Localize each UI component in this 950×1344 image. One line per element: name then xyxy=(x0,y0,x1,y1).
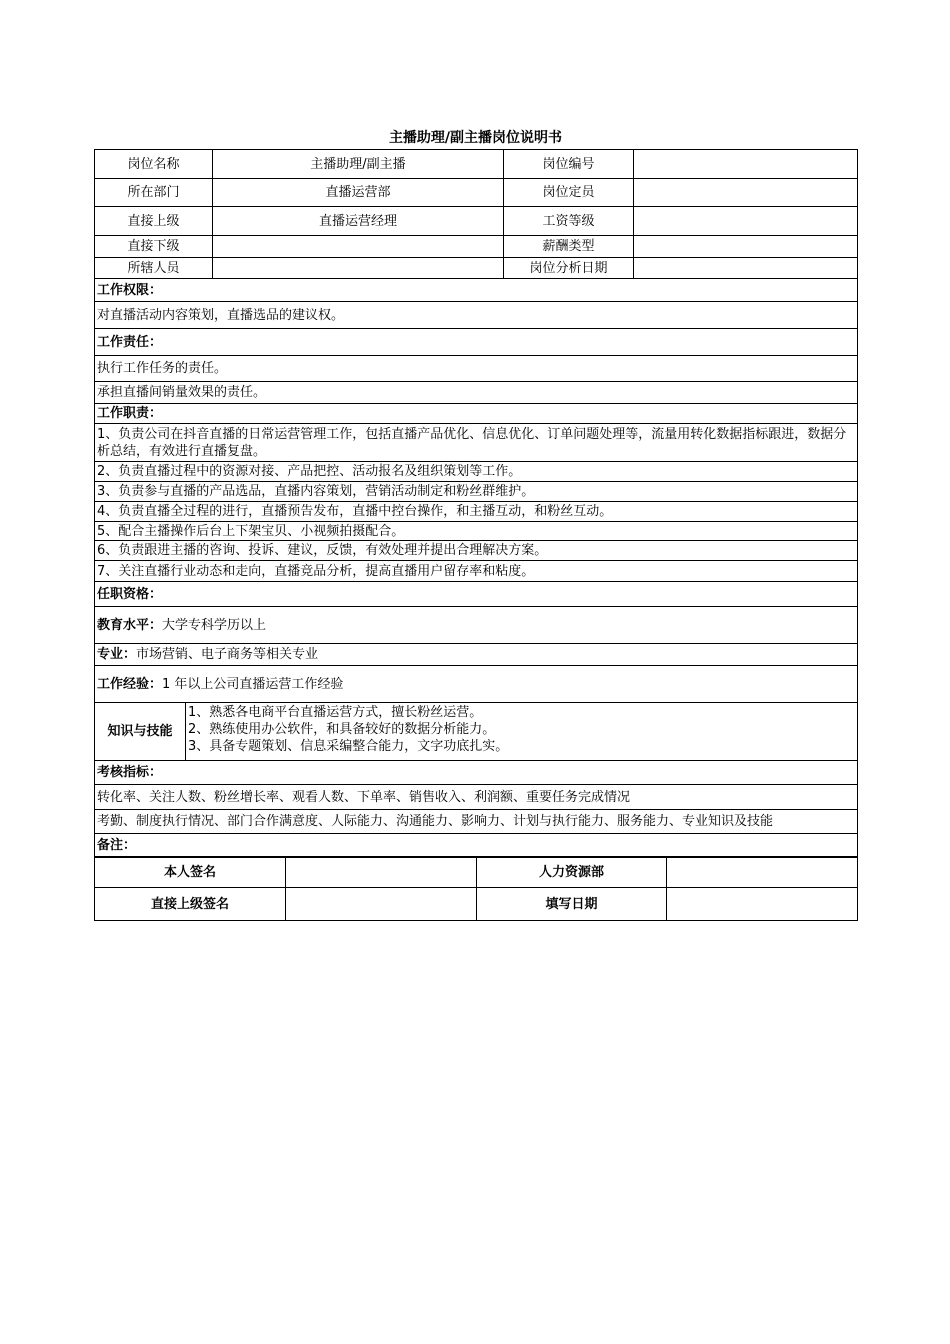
skill-item: 2、熟练使用办公软件，和具备较好的数据分析能力。 xyxy=(188,722,496,737)
superior-sign-field[interactable] xyxy=(286,888,477,921)
label-staff-under: 所辖人员 xyxy=(95,258,213,279)
label-salary-grade: 工资等级 xyxy=(504,207,634,236)
responsibility-item: 执行工作任务的责任。 xyxy=(95,356,858,382)
value-staff-under[interactable] xyxy=(213,258,504,279)
education-label: 教育水平： xyxy=(97,617,163,633)
value-pay-type[interactable] xyxy=(634,236,858,258)
label-headcount: 岗位定员 xyxy=(504,179,634,207)
major-label: 专业： xyxy=(97,647,137,662)
label-direct-superior: 直接上级 xyxy=(95,207,213,236)
education-row xyxy=(95,607,858,644)
experience-value: 1 年以上公司直播运营工作经验 xyxy=(162,676,344,692)
job-description-table xyxy=(94,149,858,857)
education-value: 大学专科学历以上 xyxy=(162,617,267,633)
duty-item: 1、负责公司在抖音直播的日常运营管理工作，包括直播产品优化、信息优化、订单问题处理等，流量用转化数据指标跟进，数据分析总结，有效进行直播复盘。 xyxy=(95,424,858,462)
duty-item: 6、负责跟进主播的咨询、投诉、建议，反馈，有效处理并提出合理解决方案。 xyxy=(95,541,858,561)
skills-label: 知识与技能 xyxy=(95,703,186,760)
value-direct-subordinate[interactable] xyxy=(213,236,504,258)
info-row xyxy=(95,179,858,207)
duties-heading: 工作职责： xyxy=(95,404,858,424)
assessment-item: 考勤、制度执行情况、部门合作满意度、人际能力、沟通能力、影响力、计划与执行能力、服务能力、专业知识及技能 xyxy=(95,810,858,834)
fill-date-label: 填写日期 xyxy=(477,888,667,921)
remarks-heading: 备注： xyxy=(95,834,858,857)
skills-row xyxy=(95,703,858,761)
qualification-heading: 任职资格： xyxy=(95,582,858,607)
duty-item: 3、负责参与直播的产品选品，直播内容策划，营销活动制定和粉丝群维护。 xyxy=(95,482,858,502)
fill-date-field[interactable] xyxy=(667,888,858,921)
hr-dept-label: 人力资源部 xyxy=(477,858,667,888)
value-position-number[interactable] xyxy=(634,150,858,179)
experience-label: 工作经验： xyxy=(97,676,163,692)
hr-dept-field[interactable] xyxy=(667,858,858,888)
duty-item: 2、负责直播过程中的资源对接、产品把控、活动报名及组织策划等工作。 xyxy=(95,462,858,482)
label-pay-type: 薪酬类型 xyxy=(504,236,634,258)
skill-item: 3、具备专题策划、信息采编整合能力，文字功底扎实。 xyxy=(188,739,509,754)
value-salary-grade[interactable] xyxy=(634,207,858,236)
authority-heading: 工作权限： xyxy=(95,279,858,302)
document-title: 主播助理/副主播岗位说明书 xyxy=(388,130,563,146)
value-analysis-date[interactable] xyxy=(634,258,858,279)
superior-sign-label: 直接上级签名 xyxy=(95,888,286,921)
info-row xyxy=(95,236,858,258)
self-sign-label: 本人签名 xyxy=(95,858,286,888)
skill-item: 1、熟悉各电商平台直播运营方式，擅长粉丝运营。 xyxy=(188,705,483,720)
responsibility-item: 承担直播间销量效果的责任。 xyxy=(95,382,858,404)
label-position-number: 岗位编号 xyxy=(504,150,634,179)
duty-item: 4、负责直播全过程的进行，直播预告发布，直播中控台操作，和主播互动，和粉丝互动。 xyxy=(95,502,858,522)
self-sign-field[interactable] xyxy=(286,858,477,888)
assessment-item: 转化率、关注人数、粉丝增长率、观看人数、下单率、销售收入、利润额、重要任务完成情况 xyxy=(95,785,858,810)
duty-item: 7、关注直播行业动态和走向，直播竞品分析，提高直播用户留存率和粘度。 xyxy=(95,561,858,582)
signature-table xyxy=(94,857,858,921)
experience-row xyxy=(95,666,858,703)
authority-item: 对直播活动内容策划，直播选品的建议权。 xyxy=(95,302,858,329)
value-position-name[interactable]: 主播助理/副主播 xyxy=(213,150,504,179)
responsibility-heading: 工作责任： xyxy=(95,329,858,356)
label-position-name: 岗位名称 xyxy=(95,150,213,179)
value-direct-superior[interactable]: 直播运营经理 xyxy=(213,207,504,236)
duty-item: 5、配合主播操作后台上下架宝贝、小视频拍摄配合。 xyxy=(95,522,858,541)
info-row xyxy=(95,207,858,236)
assessment-heading: 考核指标： xyxy=(95,761,858,785)
value-headcount[interactable] xyxy=(634,179,858,207)
label-analysis-date: 岗位分析日期 xyxy=(504,258,634,279)
label-direct-subordinate: 直接下级 xyxy=(95,236,213,258)
major-row xyxy=(95,644,858,666)
value-department[interactable]: 直播运营部 xyxy=(213,179,504,207)
info-row xyxy=(95,150,858,179)
info-row xyxy=(95,258,858,279)
major-value: 市场营销、电子商务等相关专业 xyxy=(136,647,319,662)
label-department: 所在部门 xyxy=(95,179,213,207)
